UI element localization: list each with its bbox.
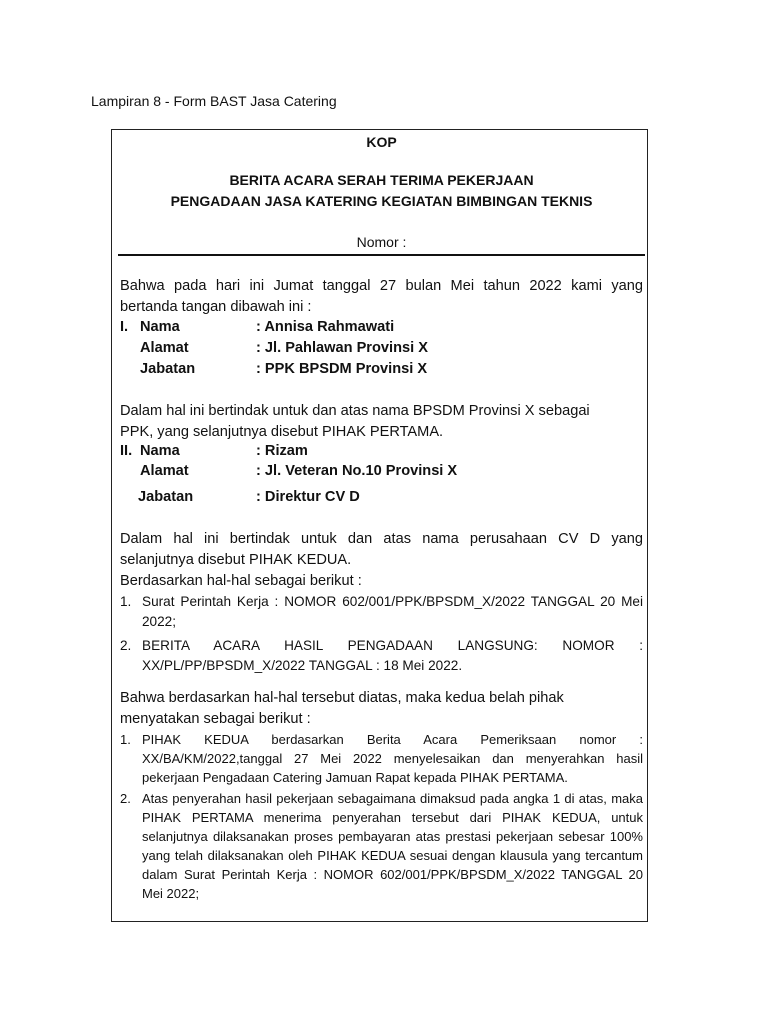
- list-item-number: 1.: [120, 732, 131, 747]
- list-item: [120, 636, 643, 676]
- list-item: [120, 789, 643, 903]
- list-item-number: 2.: [120, 791, 131, 806]
- basis-list: [120, 592, 643, 676]
- bast-form-box: [111, 129, 648, 922]
- page-caption: Lampiran 8 - Form BAST Jasa Catering: [91, 93, 337, 109]
- party1-nama-value: : Annisa Rahmawati: [256, 319, 395, 335]
- party2-jabatan-label: Jabatan: [138, 489, 194, 505]
- list-item: [120, 592, 643, 632]
- party1-desc-line-1: Dalam hal ini bertindak untuk dan atas nama BPSDM Provinsi X sebagai: [120, 403, 590, 419]
- party2-desc-line-1: Dalam hal ini bertindak untuk dan atas nama perusahaan CV D yang: [120, 531, 643, 547]
- party1-nama-label: Nama: [140, 319, 180, 335]
- party2-number: II.: [120, 443, 133, 459]
- party2-nama-label: Nama: [140, 443, 180, 459]
- party1-number: I.: [120, 319, 129, 335]
- list-item-number: 1.: [120, 594, 132, 609]
- party1-desc-line-2: PPK, yang selanjutnya disebut PIHAK PERTAMA.: [120, 424, 444, 440]
- party1-jabatan-label: Jabatan: [140, 361, 196, 377]
- party2-alamat-value: : Jl. Veteran No.10 Provinsi X: [256, 463, 458, 479]
- party2-nama-value: : Rizam: [256, 443, 308, 459]
- party2-jabatan-value: : Direktur CV D: [256, 489, 360, 505]
- list-item-text: PIHAK KEDUA berdasarkan Berita Acara Pemeriksaan nomor : XX/BA/KM/2022,tanggal 27 Mei 2022 menyelesaikan dan menyerahkan hasil pekerjaan Pengadaan Catering Jamuan Rapat kepada PIHAK PERTAMA.: [142, 732, 643, 785]
- intro-line-1: Bahwa pada hari ini Jumat tanggal 27 bulan Mei tahun 2022 kami yang: [120, 278, 643, 294]
- list-item: [120, 730, 643, 787]
- list-item-number: 2.: [120, 638, 132, 653]
- list-item-text: Atas penyerahan hasil pekerjaan sebagaimana dimaksud pada angka 1 di atas, maka PIHAK PERTAMA menerima penyerahan tersebut dari PIHAK KEDUA, untuk selanjutnya dilaksanakan proses pembayaran atas prestasi pekerjaan sebesar 100% yang telah dilaksanakan oleh PIHAK KEDUA sesuai dengan klausula yang tercantum dalam Surat Perintah Kerja : NOMOR 602/001/PPK/BPSDM_X/2022 TANGGAL 20 Mei 2022;: [142, 791, 643, 901]
- list-item-text: BERITA ACARA HASIL PENGADAAN LANGSUNG: NOMOR : XX/PL/PP/BPSDM_X/2022 TANGGAL : 18 Mei 2022.: [142, 638, 643, 673]
- party1-jabatan-value: : PPK BPSDM Provinsi X: [256, 361, 428, 377]
- party1-alamat-label: Alamat: [140, 340, 189, 356]
- list-item-text: Surat Perintah Kerja : NOMOR 602/001/PPK/BPSDM_X/2022 TANGGAL 20 Mei 2022;: [142, 594, 643, 629]
- statement-line-1: Bahwa berdasarkan hal-hal tersebut diatas, maka kedua belah pihak: [120, 690, 564, 706]
- intro-line-2: bertanda tangan dibawah ini :: [120, 299, 312, 315]
- document-subtitle: PENGADAAN JASA KATERING KEGIATAN BIMBINGAN TEKNIS: [170, 193, 593, 209]
- party2-alamat-label: Alamat: [140, 463, 189, 479]
- party2-desc-line-2: selanjutnya disebut PIHAK KEDUA.: [120, 552, 352, 568]
- document-number: Nomor :: [356, 234, 407, 250]
- party1-alamat-value: : Jl. Pahlawan Provinsi X: [256, 340, 428, 356]
- document-title: BERITA ACARA SERAH TERIMA PEKERJAAN: [229, 172, 534, 188]
- header-divider: [118, 254, 645, 256]
- points-list: [120, 730, 643, 903]
- kop-heading: KOP: [366, 134, 397, 150]
- party2-desc-line-3: Berdasarkan hal-hal sebagai berikut :: [120, 573, 362, 589]
- statement-line-2: menyatakan sebagai berikut :: [120, 711, 311, 727]
